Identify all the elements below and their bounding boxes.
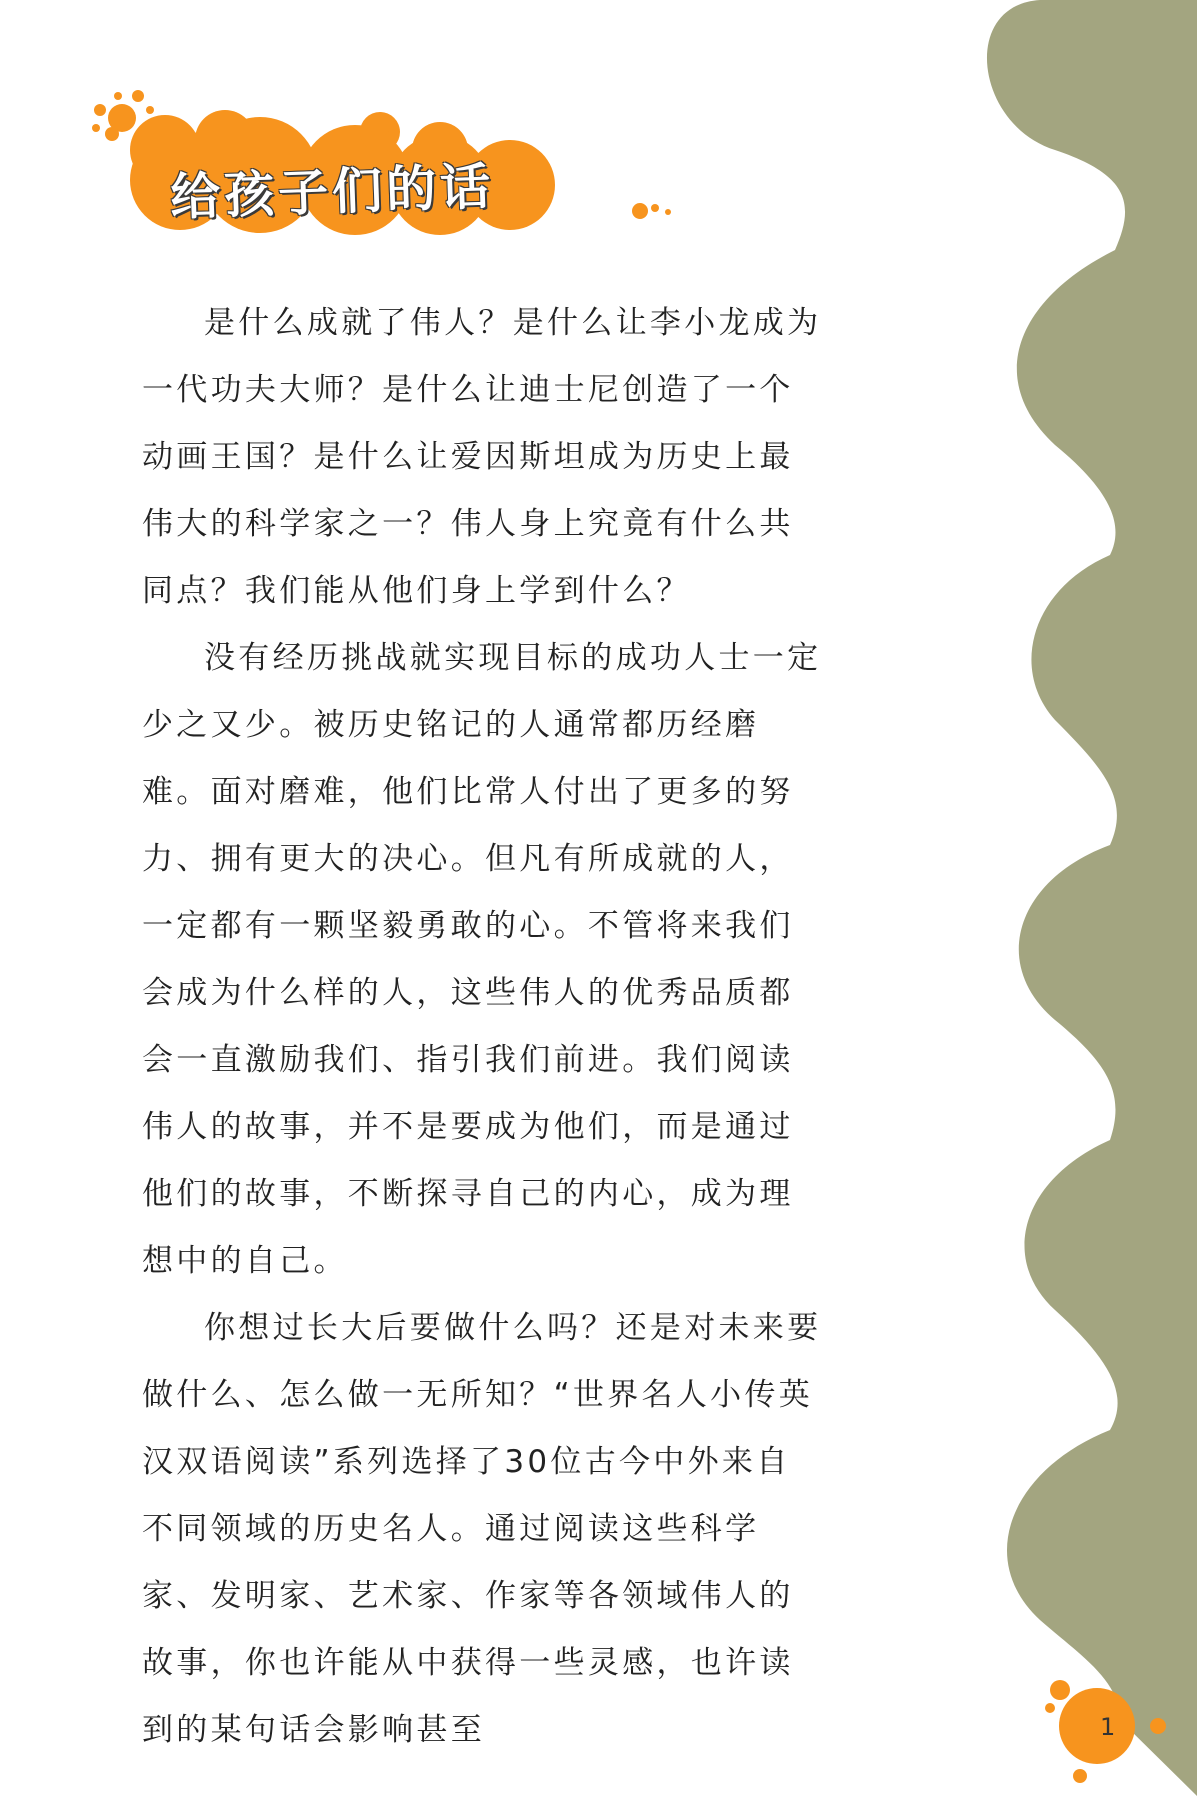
page-number: 1 — [1100, 1713, 1116, 1741]
paragraph-3: 你想过长大后要做什么吗？还是对未来要做什么、怎么做一无所知？“世界名人小传英汉双语阅读”系列选择了30位古今中外来自不同领域的历史名人。通过阅读这些科学家、发明家、艺术家、作家等各领域伟人的故事，你也许能从中获得一些灵感，也许读到的某句话会影响甚至 — [142, 1310, 822, 1748]
paragraph-1: 是什么成就了伟人？是什么让李小龙成为一代功夫大师？是什么让迪士尼创造了一个动画王国？是什么让爱因斯坦成为历史上最伟大的科学家之一？伟人身上究竟有什么共同点？我们能从他们身上学到什么？ — [142, 305, 822, 609]
body-text — [142, 290, 822, 1764]
page-title: 给孩子们的话 — [169, 157, 496, 227]
paragraph-2: 没有经历挑战就实现目标的成功人士一定少之又少。被历史铭记的人通常都历经磨难。面对磨难，他们比常人付出了更多的努力、拥有更大的决心。但凡有所成就的人，一定都有一颗坚毅勇敢的心。不管将来我们会成为什么样的人，这些伟人的优秀品质都会一直激励我们、指引我们前进。我们阅读伟人的故事，并不是要成为他们，而是通过他们的故事，不断探寻自己的内心，成为理想中的自己。 — [142, 640, 822, 1279]
